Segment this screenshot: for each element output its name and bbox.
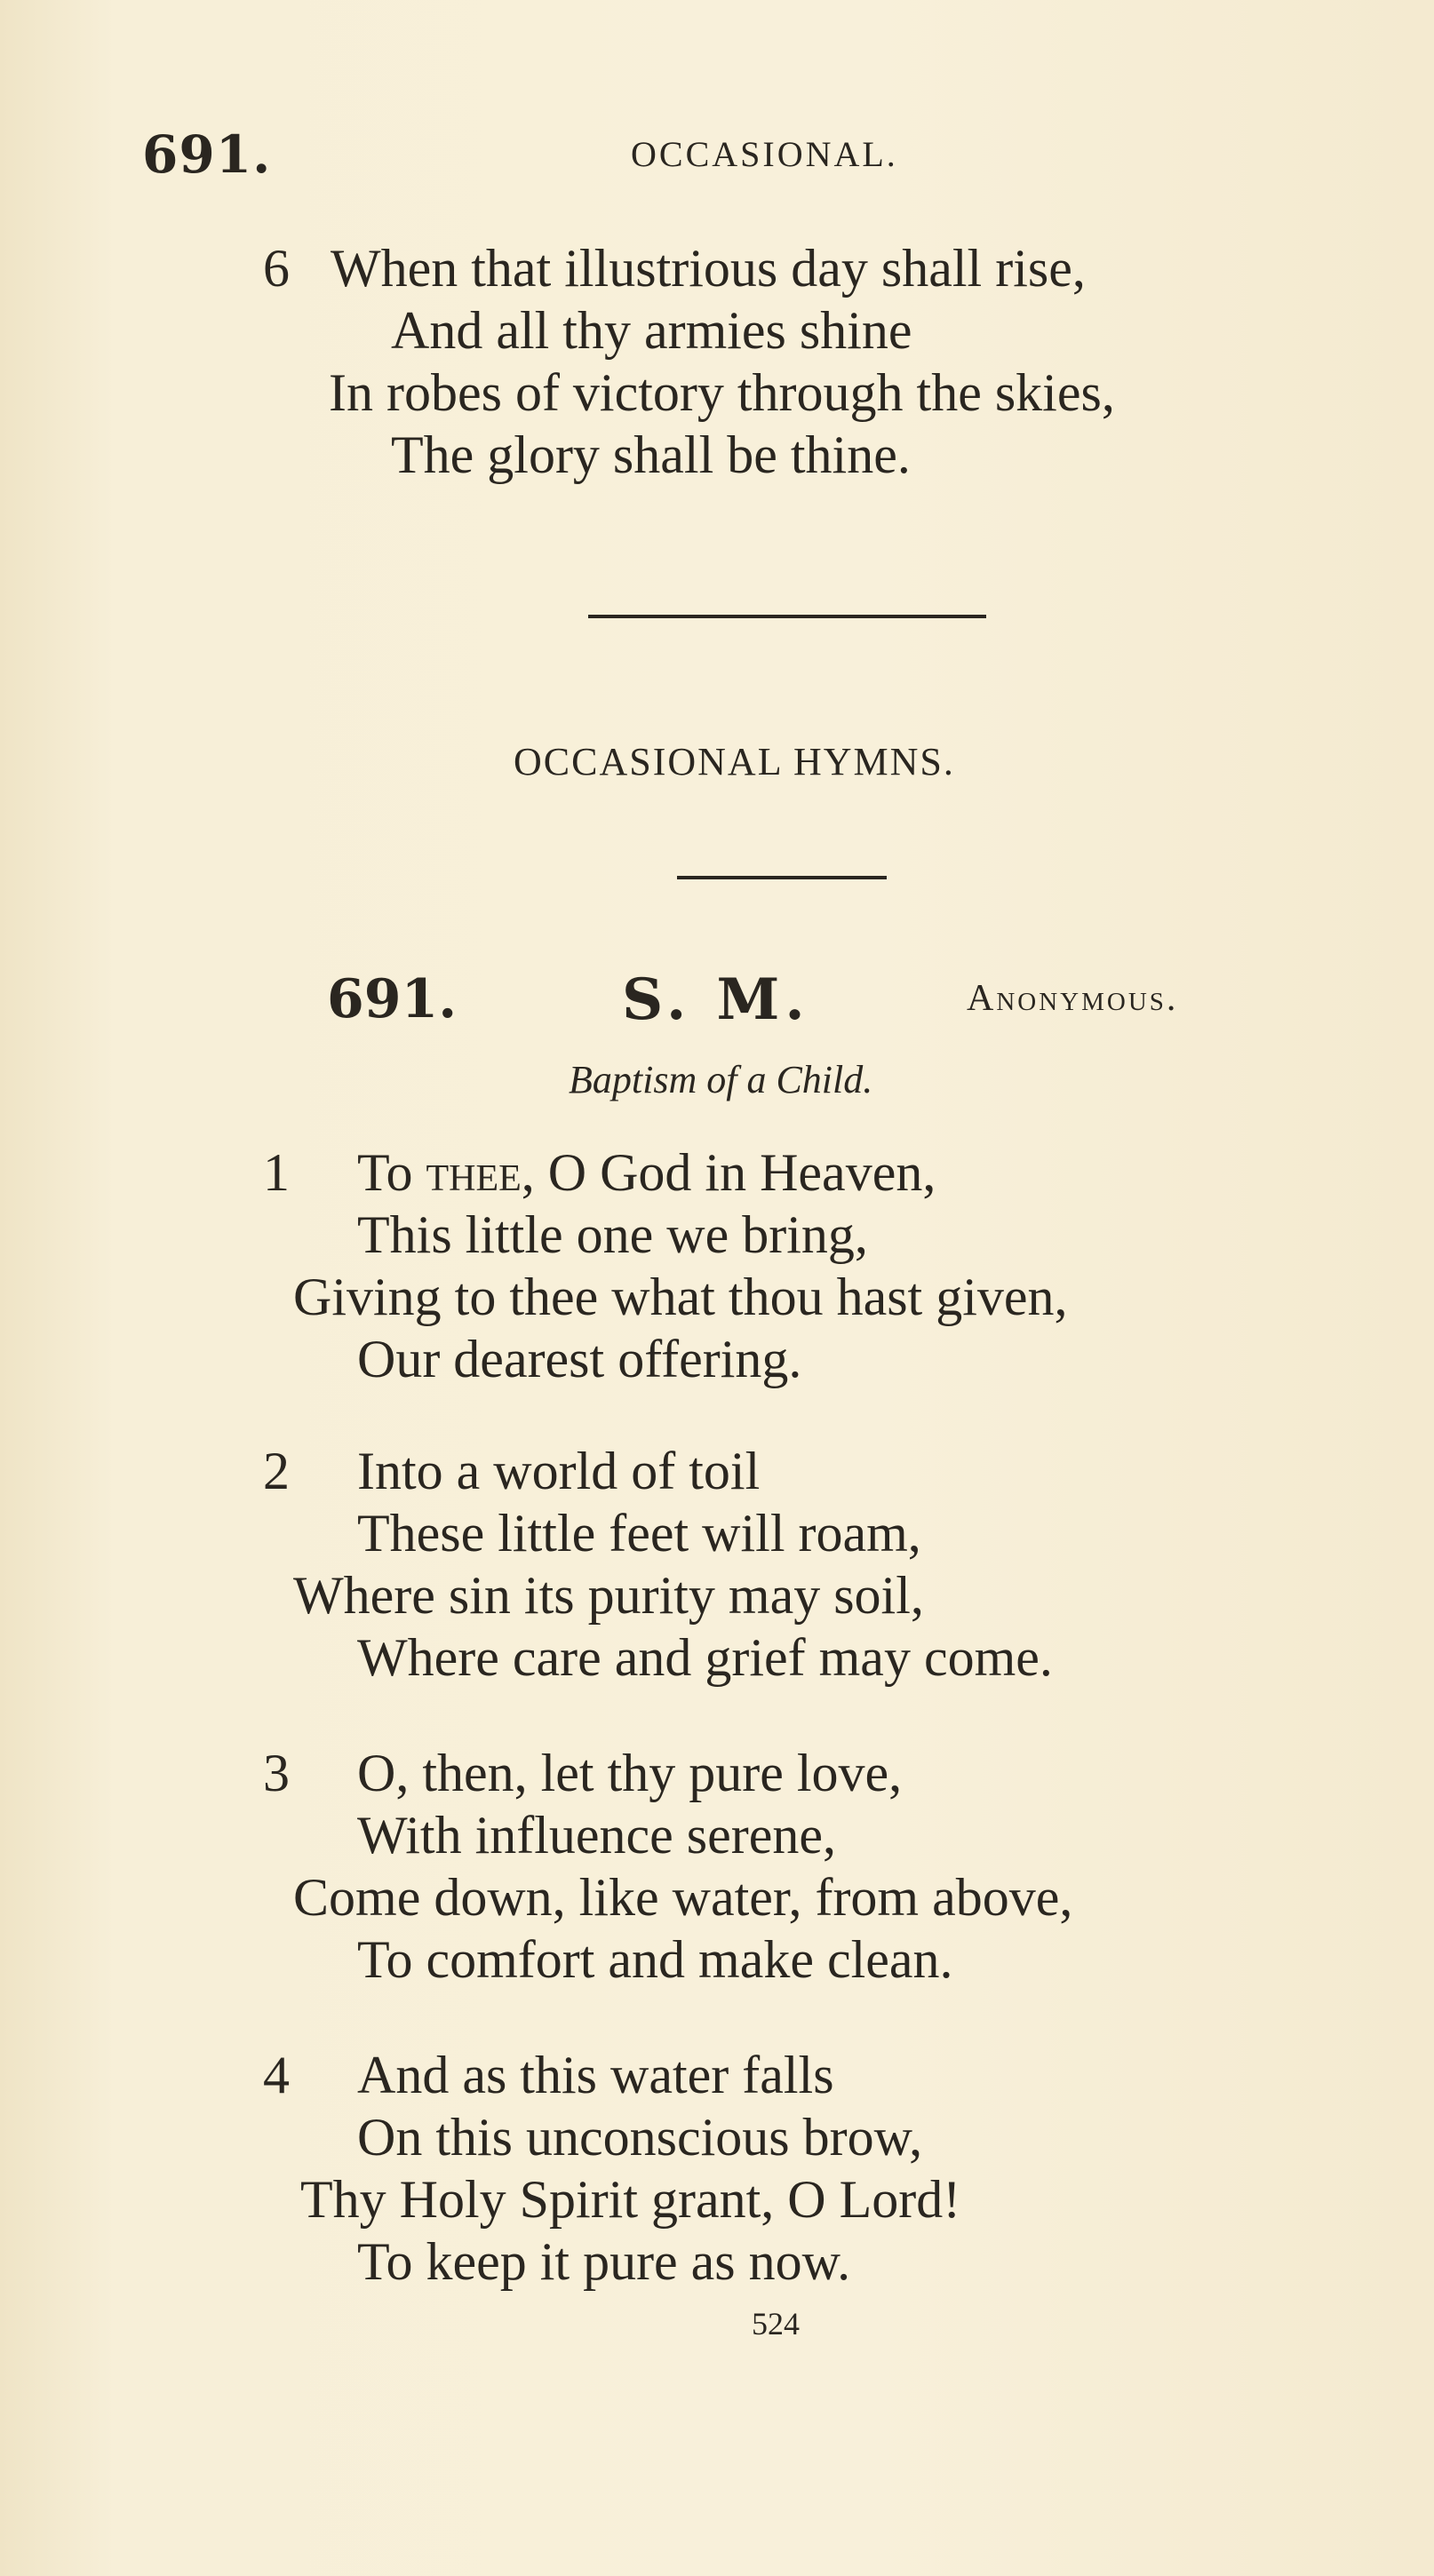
section-title: OCCASIONAL HYMNS. <box>514 740 955 783</box>
header-page-number: 691. <box>142 124 272 185</box>
verse-line: Where sin its purity may soil, <box>293 1566 924 1625</box>
section-rule-bottom <box>677 876 887 879</box>
verse-first-word: To <box>357 1143 426 1202</box>
verse-line: Come down, like water, from above, <box>293 1868 1073 1927</box>
hymn-subtitle: Baptism of a Child. <box>569 1058 873 1101</box>
verse-line: This little one we bring, <box>357 1205 868 1264</box>
verse-line: Into a world of toil <box>357 1442 761 1500</box>
verse-line: These little feet will roam, <box>357 1504 921 1562</box>
running-title: OCCASIONAL. <box>631 134 898 174</box>
hymn-number: 691. <box>327 968 458 1030</box>
verse-line: With influence serene, <box>357 1806 837 1864</box>
verse-line: The glory shall be thine. <box>391 425 911 484</box>
verse-line: On this unconscious brow, <box>357 2108 923 2167</box>
verse-number: 1 <box>263 1143 290 1202</box>
verse-line: And as this water falls <box>357 2046 834 2104</box>
verse-small-caps: thee, <box>426 1143 535 1202</box>
verse-line: When that illustrious day shall rise, <box>331 239 1086 298</box>
hymn-author: Anonymous. <box>967 978 1179 1019</box>
verse-line: Our dearest offering. <box>357 1330 802 1388</box>
verse-number: 6 <box>263 239 290 298</box>
verse-line: Giving to thee what thou hast given, <box>293 1268 1068 1326</box>
verse-line: To comfort and make clean. <box>357 1930 953 1989</box>
verse-line: And all thy armies shine <box>391 301 912 360</box>
verse-number: 2 <box>263 1442 290 1500</box>
verse-line: To keep it pure as now. <box>357 2232 851 2291</box>
verse-line: Thy Holy Spirit grant, O Lord! <box>300 2170 961 2229</box>
verse-number: 3 <box>263 1744 290 1802</box>
folio-page-number: 524 <box>752 2306 800 2341</box>
verse-number: 4 <box>263 2046 290 2104</box>
section-rule-top <box>588 615 986 618</box>
verse-line: In robes of victory through the skies, <box>329 363 1115 422</box>
verse-line: O, then, let thy pure love, <box>357 1744 903 1802</box>
verse-first-rest: O God in Heaven, <box>534 1143 936 1202</box>
hymn-meter: S. M. <box>622 966 810 1033</box>
verse-line <box>357 1143 936 1202</box>
verse-line: Where care and grief may come. <box>357 1628 1053 1687</box>
